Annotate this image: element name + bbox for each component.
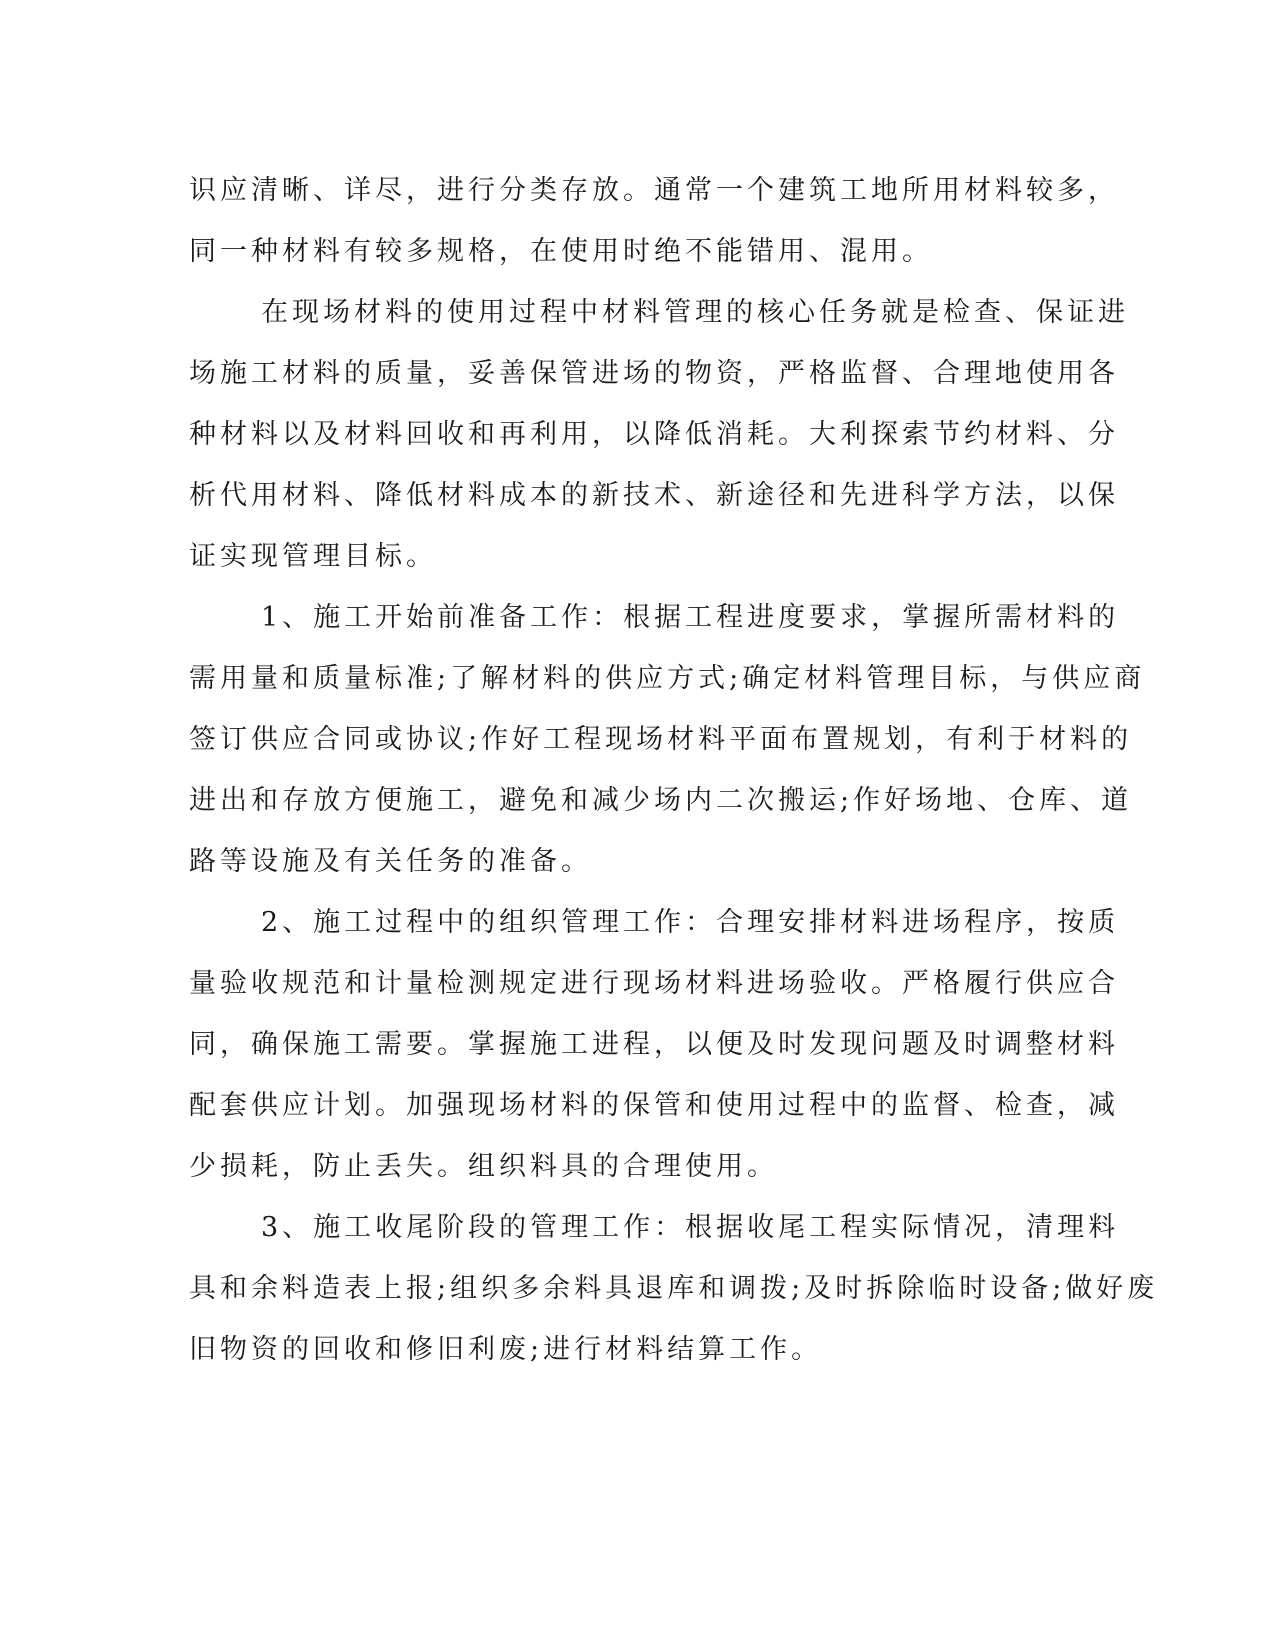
text-line: 在现场材料的使用过程中材料管理的核心任务就是检查、保证进 bbox=[261, 297, 1129, 328]
text-line: 签订供应合同或协议;作好工程现场材料平面布置规划，有利于材料的 bbox=[189, 724, 1133, 755]
paragraph-item-3 bbox=[189, 1197, 1159, 1380]
text-line: 识应清晰、详尽，进行分类存放。通常一个建筑工地所用材料较多， bbox=[189, 175, 1119, 206]
text-line: 旧物资的回收和修旧利废;进行材料结算工作。 bbox=[189, 1334, 823, 1365]
document-body bbox=[189, 160, 1159, 1380]
text-line: 量验收规范和计量检测规定进行现场材料进场验收。严格履行供应合 bbox=[189, 968, 1119, 999]
text-line: 需用量和质量标准;了解材料的供应方式;确定材料管理目标，与供应商 bbox=[189, 663, 1146, 694]
text-line: 3、施工收尾阶段的管理工作：根据收尾工程实际情况，清理料 bbox=[261, 1212, 1120, 1243]
paragraph-material-management bbox=[189, 282, 1129, 587]
text-line: 证实现管理目标。 bbox=[189, 541, 437, 572]
text-line: 同，确保施工需要。掌握施工进程，以便及时发现问题及时调整材料 bbox=[189, 1029, 1119, 1060]
paragraph-item-2 bbox=[189, 892, 1120, 1197]
text-line: 同一种材料有较多规格，在使用时绝不能错用、混用。 bbox=[189, 236, 933, 267]
text-line: 具和余料造表上报;组织多余料具退库和调拨;及时拆除临时设备;做好废 bbox=[189, 1273, 1159, 1304]
text-line: 1、施工开始前准备工作：根据工程进度要求，掌握所需材料的 bbox=[261, 602, 1120, 633]
paragraph-item-1 bbox=[189, 587, 1146, 892]
text-line: 析代用材料、降低材料成本的新技术、新途径和先进科学方法，以保 bbox=[189, 480, 1119, 511]
text-line: 路等设施及有关任务的准备。 bbox=[189, 846, 592, 877]
text-line: 进出和存放方便施工，避免和减少场内二次搬运;作好场地、仓库、道 bbox=[189, 785, 1133, 816]
text-line: 少损耗，防止丢失。组织料具的合理使用。 bbox=[189, 1151, 778, 1182]
text-line: 种材料以及材料回收和再利用，以降低消耗。大利探索节约材料、分 bbox=[189, 419, 1119, 450]
text-line: 场施工材料的质量，妥善保管进场的物资，严格监督、合理地使用各 bbox=[189, 358, 1119, 389]
text-line: 配套供应计划。加强现场材料的保管和使用过程中的监督、检查，减 bbox=[189, 1090, 1119, 1121]
paragraph-continuation bbox=[189, 160, 1119, 282]
text-line: 2、施工过程中的组织管理工作：合理安排材料进场程序，按质 bbox=[261, 907, 1120, 938]
